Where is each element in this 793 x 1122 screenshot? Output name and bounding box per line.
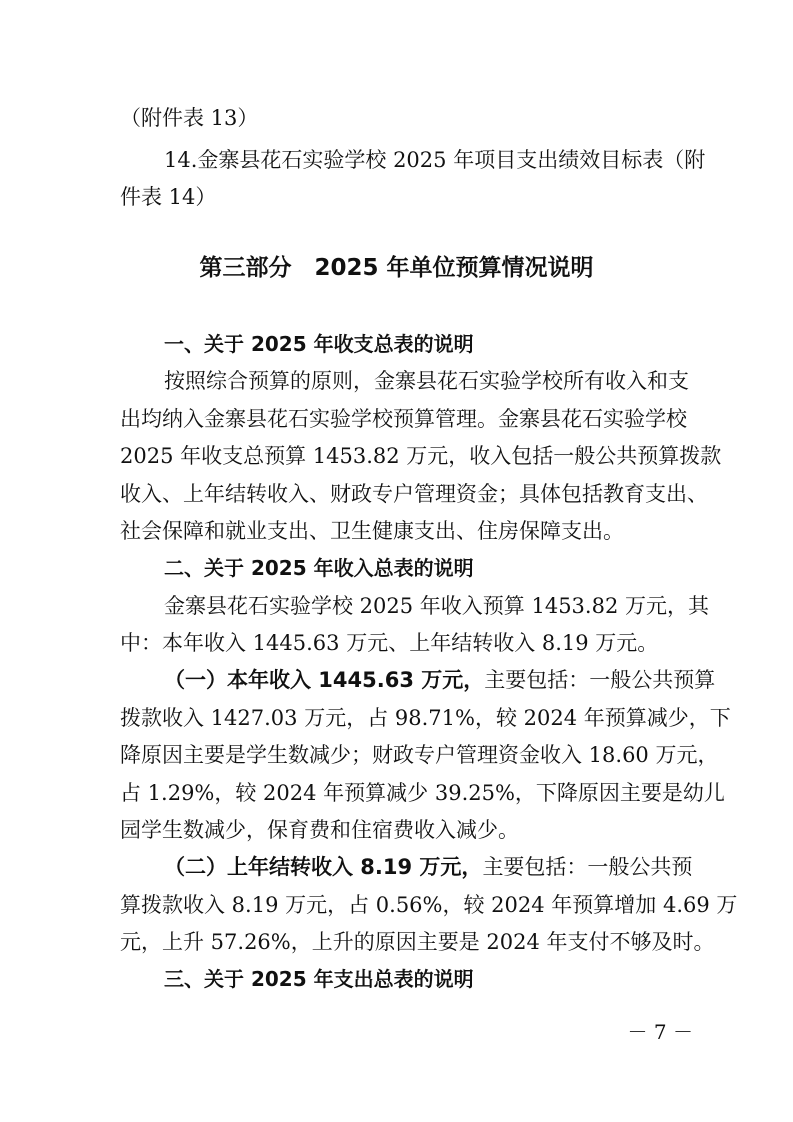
heading-3: 三、关于 2025 年支出总表的说明	[164, 967, 474, 991]
subheading-current-year-income: （一）本年收入 1445.63 万元，	[164, 668, 485, 692]
paragraph-3-line-1	[0, 665, 793, 695]
paragraph-1-line-3: 2025 年收支总预算 1453.82 万元，收入包括一般公共预算拨款	[120, 444, 722, 468]
paragraph-2-line-2: 中：本年收入 1445.63 万元、上年结转收入 8.19 万元。	[120, 631, 659, 655]
paragraph-1-line-1: 按照综合预算的原则，金寨县花石实验学校所有收入和支	[164, 369, 689, 393]
list-item-14-continued: 件表 14）	[120, 185, 217, 209]
paragraph-4-line-2: 算拨款收入 8.19 万元，占 0.56%，较 2024 年预算增加 4.69 万	[120, 893, 738, 917]
paragraph-3-line-3: 降原因主要是学生数减少；财政专户管理资金收入 18.60 万元，	[120, 743, 719, 767]
paragraph-1-line-2: 出均纳入金寨县花石实验学校预算管理。金寨县花石实验学校	[120, 407, 687, 431]
paragraph-1-line-5: 社会保障和就业支出、卫生健康支出、住房保障支出。	[120, 519, 624, 543]
attachment-ref-13: （附件表 13）	[120, 106, 259, 130]
list-item-14: 14.金寨县花石实验学校 2025 年项目支出绩效目标表（附	[164, 148, 706, 172]
page-number: － 7 －	[627, 1020, 693, 1044]
paragraph-4-line-1	[0, 852, 793, 882]
paragraph-3-line-4: 占 1.29%，较 2024 年预算减少 39.25%，下降原因主要是幼儿	[120, 781, 725, 805]
paragraph-3-line-2: 拨款收入 1427.03 万元，占 98.71%，较 2024 年预算减少，下	[120, 706, 731, 730]
paragraph-3-line-1-text: 主要包括：一般公共预算	[484, 668, 716, 692]
paragraph-4-line-1-text: 主要包括：一般公共预	[482, 855, 693, 879]
subheading-prior-year-carryover: （二）上年结转收入 8.19 万元，	[164, 855, 483, 879]
paragraph-1-line-4: 收入、上年结转收入、财政专户管理资金；具体包括教育支出、	[120, 482, 708, 506]
heading-2: 二、关于 2025 年收入总表的说明	[164, 556, 474, 580]
heading-1: 一、关于 2025 年收支总表的说明	[164, 332, 474, 356]
paragraph-4-line-3: 元，上升 57.26%，上升的原因主要是 2024 年支付不够及时。	[120, 930, 715, 954]
paragraph-2-line-1: 金寨县花石实验学校 2025 年收入预算 1453.82 万元，其	[164, 594, 709, 618]
section-title: 第三部分 2025 年单位预算情况说明	[199, 255, 594, 281]
paragraph-3-line-5: 园学生数减少，保育费和住宿费收入减少。	[120, 818, 519, 842]
